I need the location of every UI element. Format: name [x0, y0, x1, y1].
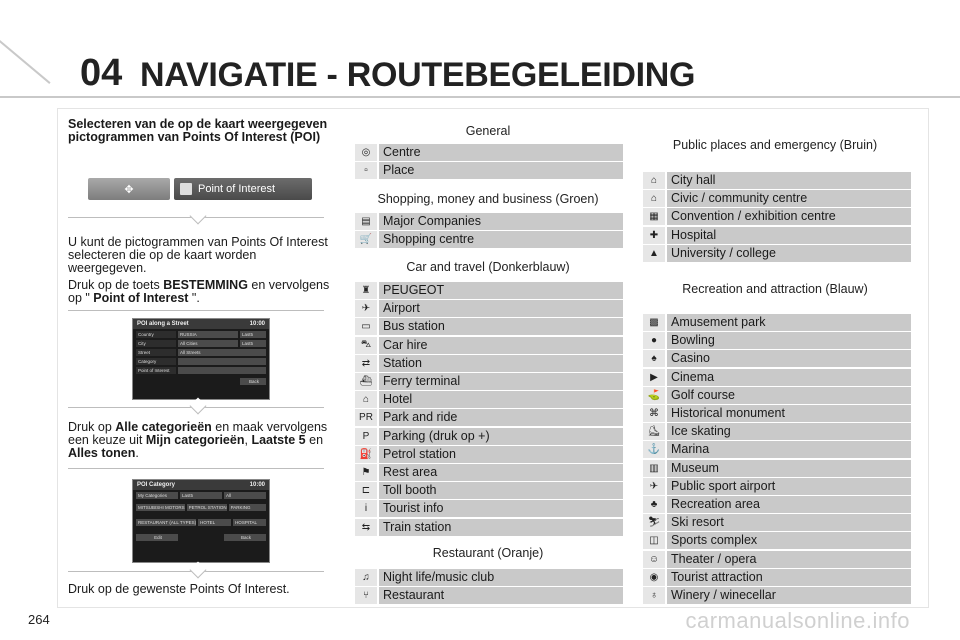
header-rule — [0, 96, 960, 98]
poi-category-label: Petrol station — [379, 446, 623, 463]
poi-category-icon: ▦ — [643, 208, 665, 225]
legend-item — [643, 190, 911, 207]
poi-category-label: Station — [379, 355, 623, 372]
poi-category-icon: P — [355, 428, 377, 445]
screen-poi-category: POI Category 10:00 My Categories Last5 All MITSUBISHI MOTORS PETROL STATION PARKING RESTAURANT (ALL TYPES) HOTEL HOSPITAL Edit Back — [132, 479, 270, 563]
legend-item — [643, 387, 911, 404]
poi-category-icon: ♁ — [643, 587, 665, 604]
poi-category-label: Tourist attraction — [667, 569, 911, 586]
legend-item — [355, 355, 623, 372]
legend-item — [355, 446, 623, 463]
poi-category-label: City hall — [667, 172, 911, 189]
divider — [68, 468, 324, 469]
page-number: 264 — [28, 612, 50, 627]
legend-item — [643, 350, 911, 367]
legend-item — [355, 587, 623, 604]
legend-item — [355, 391, 623, 408]
poi-category-icon: ⊏ — [355, 482, 377, 499]
poi-category-icon: ⚓ — [643, 441, 665, 458]
poi-bar — [174, 178, 312, 200]
legend-item — [355, 482, 623, 499]
legend-item — [643, 532, 911, 549]
poi-category-icon: ♜ — [355, 282, 377, 299]
poi-category-label: Casino — [667, 350, 911, 367]
legend-item — [643, 405, 911, 422]
poi-category-icon: ▥ — [643, 460, 665, 477]
poi-category-label: Convention / exhibition centre — [667, 208, 911, 225]
poi-category-label: Parking (druk op +) — [379, 428, 623, 445]
poi-category-icon: ⌂ — [355, 391, 377, 408]
poi-category-label: Major Companies — [379, 213, 623, 230]
poi-category-label: Night life/music club — [379, 569, 623, 586]
poi-category-label: Bus station — [379, 318, 623, 335]
legend-item — [643, 460, 911, 477]
poi-category-icon: ▲ — [643, 245, 665, 262]
section-shopping: Shopping, money and business (Groen) — [377, 192, 599, 206]
poi-category-label: PEUGEOT — [379, 282, 623, 299]
crosshair-icon: ✥ — [124, 183, 134, 196]
poi-category-icon: ♠ — [643, 350, 665, 367]
legend-item — [643, 227, 911, 244]
legend-item — [355, 213, 623, 230]
poi-category-label: Airport — [379, 300, 623, 317]
poi-category-label: Centre — [379, 144, 623, 161]
legend-item — [355, 409, 623, 426]
legend-item — [643, 172, 911, 189]
poi-category-icon: ⛽ — [355, 446, 377, 463]
legend-item — [643, 245, 911, 262]
legend-item — [355, 569, 623, 586]
poi-category-label: Public sport airport — [667, 478, 911, 495]
poi-category-label: Amusement park — [667, 314, 911, 331]
legend-item — [643, 423, 911, 440]
poi-category-icon: ☺ — [643, 551, 665, 568]
page-title: NAVIGATIE - ROUTEBEGELEIDING — [140, 56, 696, 94]
poi-category-icon: ⚑ — [355, 464, 377, 481]
legend-item — [355, 144, 623, 161]
poi-category-icon: ⛍ — [355, 337, 377, 354]
poi-category-icon: ✚ — [643, 227, 665, 244]
poi-category-icon: i — [355, 500, 377, 517]
section-restaurant: Restaurant (Oranje) — [432, 546, 544, 560]
poi-category-icon: ▩ — [643, 314, 665, 331]
legend-item — [643, 314, 911, 331]
watermark: carmanualsonline.info — [685, 608, 910, 633]
poi-category-icon: ⛳ — [643, 387, 665, 404]
legend-item — [355, 318, 623, 335]
legend-item — [643, 208, 911, 225]
header-decoration — [0, 40, 51, 84]
poi-category-icon: ⛸ — [643, 423, 665, 440]
poi-category-icon: ⌘ — [643, 405, 665, 422]
screen-titlebar: POI along a Street 10:00 — [133, 319, 269, 329]
poi-category-label: Golf course — [667, 387, 911, 404]
poi-category-label: Toll booth — [379, 482, 623, 499]
poi-category-icon: PR — [355, 409, 377, 426]
intro-heading: Selecteren van de op de kaart weergegeven pictogrammen van Points Of Interest (POI) — [68, 117, 328, 144]
legend-item — [643, 514, 911, 531]
poi-category-label: Theater / opera — [667, 551, 911, 568]
legend-item — [355, 162, 623, 179]
poi-category-label: Recreation area — [667, 496, 911, 513]
poi-category-icon: ⛷ — [643, 514, 665, 531]
poi-category-icon: ▶ — [643, 369, 665, 386]
poi-category-icon: ◎ — [355, 144, 377, 161]
legend-item — [643, 551, 911, 568]
poi-icon — [180, 183, 192, 195]
section-recreation: Recreation and attraction (Blauw) — [682, 282, 868, 296]
section-car: Car and travel (Donkerblauw) — [406, 260, 570, 274]
poi-category-label: Hotel — [379, 391, 623, 408]
poi-category-icon: ⇆ — [355, 519, 377, 536]
section-general: General — [465, 124, 511, 138]
poi-category-label: Restaurant — [379, 587, 623, 604]
poi-category-icon: ▤ — [355, 213, 377, 230]
para-4: Druk op de gewenste Points Of Interest. — [68, 582, 290, 596]
poi-category-label: Winery / winecellar — [667, 587, 911, 604]
poi-category-label: Museum — [667, 460, 911, 477]
legend-item — [355, 464, 623, 481]
legend-item — [643, 369, 911, 386]
poi-category-label: Train station — [379, 519, 623, 536]
para-3: Druk op Alle categorieën en maak vervolgens een keuze uit Mijn categorieën, Laatste 5 en Alles tonen. — [68, 420, 328, 460]
poi-category-icon: ✈ — [355, 300, 377, 317]
poi-category-icon: ● — [643, 332, 665, 349]
poi-category-label: University / college — [667, 245, 911, 262]
map-poi-button — [88, 178, 170, 200]
poi-category-icon: ♣ — [643, 496, 665, 513]
poi-category-label: Cinema — [667, 369, 911, 386]
legend-item — [355, 373, 623, 390]
poi-category-label: Rest area — [379, 464, 623, 481]
para-1: U kunt de pictogrammen van Points Of Interest selecteren die op de kaart worden weergegeven. — [68, 235, 328, 275]
poi-category-icon: ◫ — [643, 532, 665, 549]
chapter-number: 04 — [80, 52, 123, 94]
poi-bar-label: Point of Interest — [198, 183, 276, 195]
poi-category-label: Park and ride — [379, 409, 623, 426]
legend-item — [355, 282, 623, 299]
poi-category-label: Place — [379, 162, 623, 179]
para-2: Druk op de toets BESTEMMING en vervolgens op " Point of Interest ". — [68, 278, 330, 305]
poi-category-icon: ♫ — [355, 569, 377, 586]
legend-item — [643, 587, 911, 604]
poi-category-label: Ski resort — [667, 514, 911, 531]
legend-item — [355, 337, 623, 354]
legend-item — [355, 231, 623, 248]
poi-category-icon: ▭ — [355, 318, 377, 335]
screen-poi-along-street: POI along a Street 10:00 Country RUSSIA Last5 City All Cities Last5 Street All Streets Category Point of Interest Back — [132, 318, 270, 400]
poi-category-icon: ⇄ — [355, 355, 377, 372]
screen-titlebar: POI Category 10:00 — [133, 480, 269, 490]
poi-category-label: Historical monument — [667, 405, 911, 422]
legend-item — [643, 332, 911, 349]
legend-item — [643, 496, 911, 513]
poi-category-icon: 🛒 — [355, 231, 377, 248]
poi-category-icon: ◉ — [643, 569, 665, 586]
legend-item — [355, 300, 623, 317]
poi-category-label: Tourist info — [379, 500, 623, 517]
poi-category-label: Sports complex — [667, 532, 911, 549]
legend-item — [643, 478, 911, 495]
section-public: Public places and emergency (Bruin) — [672, 138, 878, 152]
divider — [68, 310, 324, 311]
legend-item — [355, 519, 623, 536]
legend-item — [355, 500, 623, 517]
poi-category-icon: ▫ — [355, 162, 377, 179]
poi-category-icon: ⌂ — [643, 190, 665, 207]
poi-category-label: Marina — [667, 441, 911, 458]
poi-category-label: Ferry terminal — [379, 373, 623, 390]
poi-category-icon: ⛴ — [355, 373, 377, 390]
poi-category-icon: ⑂ — [355, 587, 377, 604]
legend-item — [355, 428, 623, 445]
poi-category-label: Shopping centre — [379, 231, 623, 248]
poi-category-label: Car hire — [379, 337, 623, 354]
poi-category-icon: ✈ — [643, 478, 665, 495]
legend-item — [643, 441, 911, 458]
poi-category-label: Ice skating — [667, 423, 911, 440]
legend-item — [643, 569, 911, 586]
poi-category-icon: ⌂ — [643, 172, 665, 189]
poi-category-label: Hospital — [667, 227, 911, 244]
poi-category-label: Civic / community centre — [667, 190, 911, 207]
poi-category-label: Bowling — [667, 332, 911, 349]
